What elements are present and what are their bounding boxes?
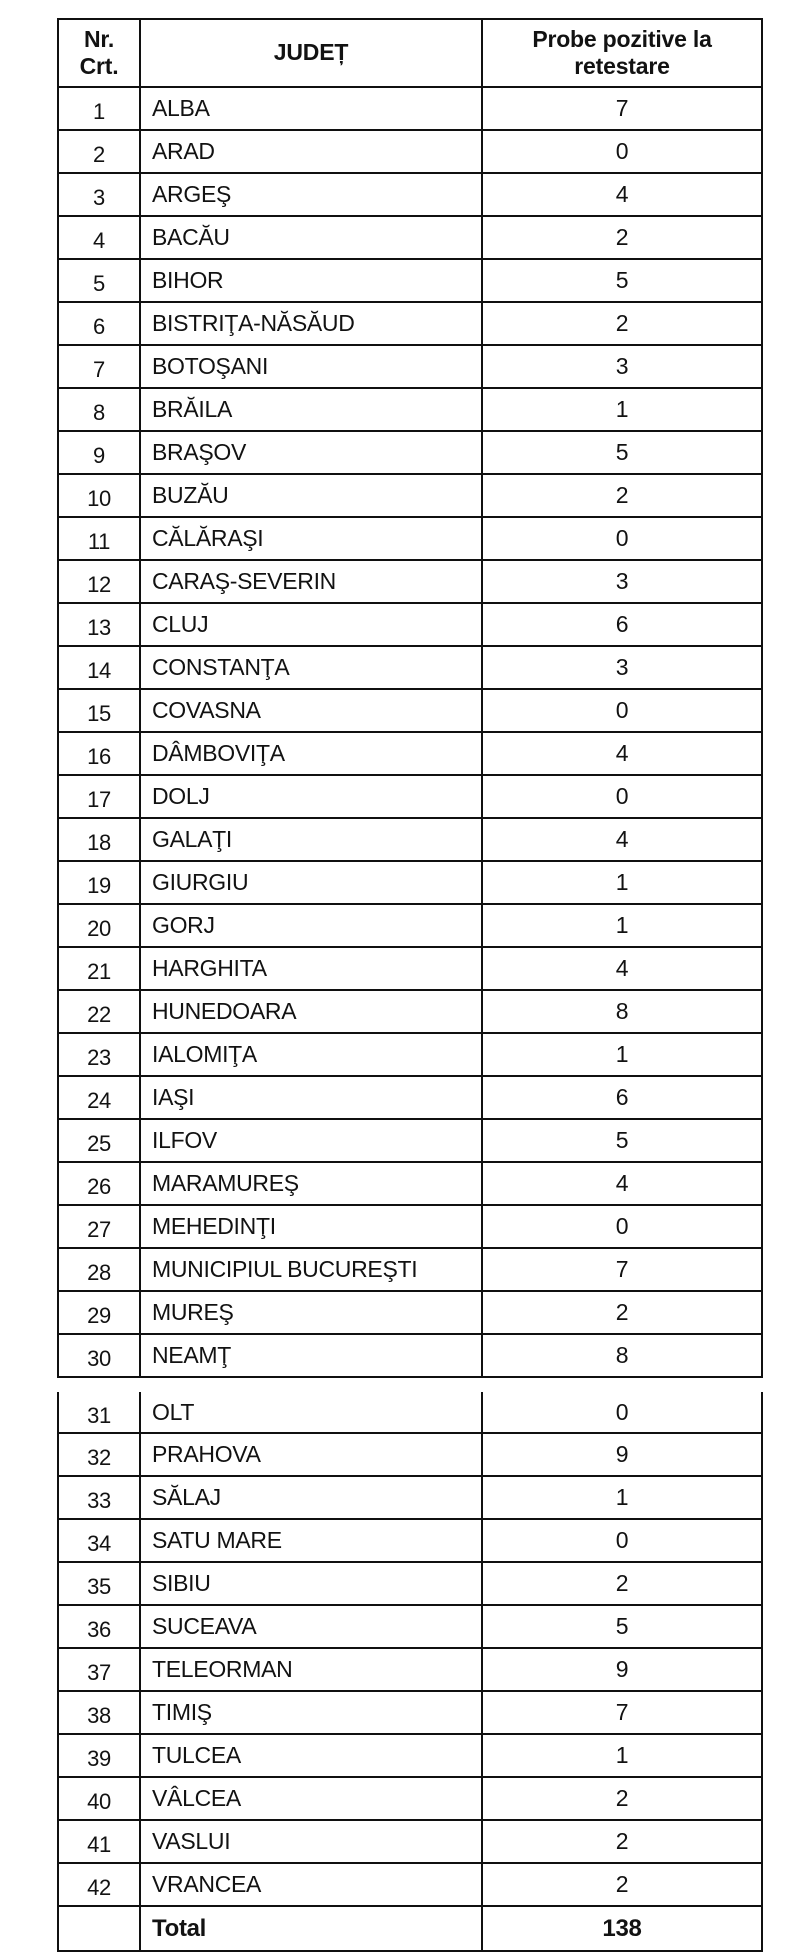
table-row bbox=[58, 990, 762, 1033]
county-name-cell: MEHEDINŢI bbox=[140, 1205, 482, 1248]
county-name-cell: SĂLAJ bbox=[140, 1476, 482, 1519]
table-row bbox=[58, 1734, 762, 1777]
table-row bbox=[58, 517, 762, 560]
county-name-cell: NEAMŢ bbox=[140, 1334, 482, 1377]
table-row bbox=[58, 1777, 762, 1820]
table-row bbox=[58, 1334, 762, 1377]
county-name-cell: DÂMBOVIŢA bbox=[140, 732, 482, 775]
table-row bbox=[58, 474, 762, 517]
probe-value-cell: 3 bbox=[482, 345, 762, 388]
probe-value-cell: 2 bbox=[482, 216, 762, 259]
county-name-cell: IALOMIŢA bbox=[140, 1033, 482, 1076]
row-number-cell: 6 bbox=[58, 302, 140, 345]
row-number-cell: 37 bbox=[58, 1648, 140, 1691]
probe-value-cell: 9 bbox=[482, 1433, 762, 1476]
probe-value-cell: 0 bbox=[482, 517, 762, 560]
county-name-cell: VASLUI bbox=[140, 1820, 482, 1863]
probe-value-cell: 6 bbox=[482, 1076, 762, 1119]
county-name-cell: TELEORMAN bbox=[140, 1648, 482, 1691]
county-name-cell: ARGEŞ bbox=[140, 173, 482, 216]
row-number-cell: 22 bbox=[58, 990, 140, 1033]
table-row bbox=[58, 775, 762, 818]
table-row bbox=[58, 302, 762, 345]
table-section-1 bbox=[57, 18, 763, 1378]
county-name-cell: BISTRIŢA-NĂSĂUD bbox=[140, 302, 482, 345]
table-row bbox=[58, 646, 762, 689]
probe-value-cell: 1 bbox=[482, 904, 762, 947]
county-name-cell: TIMIŞ bbox=[140, 1691, 482, 1734]
probe-value-cell: 5 bbox=[482, 1119, 762, 1162]
table-row bbox=[58, 216, 762, 259]
probe-value-cell: 2 bbox=[482, 1863, 762, 1906]
header-nr-line1: Nr. bbox=[83, 25, 115, 52]
table-row bbox=[58, 1605, 762, 1648]
probe-value-cell: 2 bbox=[482, 1777, 762, 1820]
table-row bbox=[58, 1863, 762, 1906]
table-row bbox=[58, 259, 762, 302]
probe-value-cell: 2 bbox=[482, 302, 762, 345]
table-row bbox=[58, 388, 762, 431]
row-number-cell: 19 bbox=[58, 861, 140, 904]
row-number-cell: 17 bbox=[58, 775, 140, 818]
row-number-cell: 23 bbox=[58, 1033, 140, 1076]
table-row bbox=[58, 345, 762, 388]
county-name-cell: MUREŞ bbox=[140, 1291, 482, 1334]
row-number-cell: 28 bbox=[58, 1248, 140, 1291]
county-name-cell: BACĂU bbox=[140, 216, 482, 259]
row-number-cell: 32 bbox=[58, 1433, 140, 1476]
probe-value-cell: 7 bbox=[482, 1691, 762, 1734]
probe-value-cell: 1 bbox=[482, 1734, 762, 1777]
row-number-cell: 15 bbox=[58, 689, 140, 732]
county-name-cell: MUNICIPIUL BUCUREŞTI bbox=[140, 1248, 482, 1291]
table-row bbox=[58, 689, 762, 732]
probe-value-cell: 5 bbox=[482, 1605, 762, 1648]
header-probe-pozitive: Probe pozitive la retestare bbox=[482, 19, 762, 87]
probe-value-cell: 3 bbox=[482, 646, 762, 689]
total-row bbox=[58, 1906, 762, 1951]
probe-value-cell: 2 bbox=[482, 1291, 762, 1334]
probe-value-cell: 1 bbox=[482, 861, 762, 904]
row-number-cell: 26 bbox=[58, 1162, 140, 1205]
probe-value-cell: 1 bbox=[482, 1033, 762, 1076]
table-row bbox=[58, 1433, 762, 1476]
probe-value-cell: 0 bbox=[482, 130, 762, 173]
probe-value-cell: 0 bbox=[482, 689, 762, 732]
table-row bbox=[58, 818, 762, 861]
row-number-cell: 27 bbox=[58, 1205, 140, 1248]
row-number-cell: 41 bbox=[58, 1820, 140, 1863]
row-number-cell: 35 bbox=[58, 1562, 140, 1605]
table-row bbox=[58, 1820, 762, 1863]
row-number-cell: 3 bbox=[58, 173, 140, 216]
row-number-cell: 7 bbox=[58, 345, 140, 388]
row-number-cell: 18 bbox=[58, 818, 140, 861]
table-row bbox=[58, 904, 762, 947]
probe-value-cell: 4 bbox=[482, 818, 762, 861]
county-name-cell: BUZĂU bbox=[140, 474, 482, 517]
probe-value-cell: 2 bbox=[482, 1820, 762, 1863]
counties-retest-table bbox=[57, 18, 763, 1952]
probe-value-cell: 2 bbox=[482, 474, 762, 517]
county-name-cell: OLT bbox=[140, 1392, 482, 1433]
table-row bbox=[58, 1076, 762, 1119]
header-nr-crt bbox=[58, 19, 140, 87]
county-name-cell: BRAŞOV bbox=[140, 431, 482, 474]
county-name-cell: SATU MARE bbox=[140, 1519, 482, 1562]
probe-value-cell: 0 bbox=[482, 1519, 762, 1562]
probe-value-cell: 2 bbox=[482, 1562, 762, 1605]
row-number-cell: 25 bbox=[58, 1119, 140, 1162]
row-number-cell: 14 bbox=[58, 646, 140, 689]
row-number-cell: 20 bbox=[58, 904, 140, 947]
row-number-cell: 13 bbox=[58, 603, 140, 646]
county-name-cell: ILFOV bbox=[140, 1119, 482, 1162]
county-name-cell: BOTOŞANI bbox=[140, 345, 482, 388]
probe-value-cell: 8 bbox=[482, 990, 762, 1033]
county-name-cell: GALAŢI bbox=[140, 818, 482, 861]
row-number-cell: 34 bbox=[58, 1519, 140, 1562]
row-number-cell: 12 bbox=[58, 560, 140, 603]
probe-value-cell: 0 bbox=[482, 775, 762, 818]
table-row bbox=[58, 1691, 762, 1734]
probe-value-cell: 4 bbox=[482, 947, 762, 990]
table-section-2 bbox=[57, 1392, 763, 1952]
row-number-cell: 42 bbox=[58, 1863, 140, 1906]
county-name-cell: SUCEAVA bbox=[140, 1605, 482, 1648]
probe-value-cell: 5 bbox=[482, 259, 762, 302]
probe-value-cell: 4 bbox=[482, 732, 762, 775]
total-label: Total bbox=[140, 1906, 482, 1951]
county-name-cell: HUNEDOARA bbox=[140, 990, 482, 1033]
probe-value-cell: 4 bbox=[482, 1162, 762, 1205]
row-number-cell: 4 bbox=[58, 216, 140, 259]
probe-value-cell: 7 bbox=[482, 1248, 762, 1291]
table-row bbox=[58, 732, 762, 775]
county-name-cell: ALBA bbox=[140, 87, 482, 130]
county-name-cell: BIHOR bbox=[140, 259, 482, 302]
table-row bbox=[58, 87, 762, 130]
county-name-cell: CARAŞ-SEVERIN bbox=[140, 560, 482, 603]
county-name-cell: HARGHITA bbox=[140, 947, 482, 990]
row-number-cell: 31 bbox=[58, 1392, 140, 1433]
row-number-cell: 29 bbox=[58, 1291, 140, 1334]
row-number-cell: 9 bbox=[58, 431, 140, 474]
county-name-cell: SIBIU bbox=[140, 1562, 482, 1605]
table-row bbox=[58, 1392, 762, 1433]
row-number-cell: 11 bbox=[58, 517, 140, 560]
header-judet: JUDEȚ bbox=[140, 19, 482, 87]
table-header-row bbox=[58, 19, 762, 87]
table-row bbox=[58, 130, 762, 173]
probe-value-cell: 1 bbox=[482, 1476, 762, 1519]
county-name-cell: CĂLĂRAŞI bbox=[140, 517, 482, 560]
row-number-cell: 38 bbox=[58, 1691, 140, 1734]
probe-value-cell: 8 bbox=[482, 1334, 762, 1377]
table-row bbox=[58, 1248, 762, 1291]
table-row bbox=[58, 173, 762, 216]
probe-value-cell: 5 bbox=[482, 431, 762, 474]
county-name-cell: BRĂILA bbox=[140, 388, 482, 431]
county-name-cell: GIURGIU bbox=[140, 861, 482, 904]
county-name-cell: CONSTANŢA bbox=[140, 646, 482, 689]
table-row bbox=[58, 560, 762, 603]
total-value: 138 bbox=[482, 1906, 762, 1951]
table-row bbox=[58, 1562, 762, 1605]
table-row bbox=[58, 1648, 762, 1691]
probe-value-cell: 4 bbox=[482, 173, 762, 216]
county-name-cell: IAŞI bbox=[140, 1076, 482, 1119]
table-row bbox=[58, 1205, 762, 1248]
row-number-cell: 24 bbox=[58, 1076, 140, 1119]
header-nr-line2: Crt. bbox=[79, 53, 119, 79]
county-name-cell: COVASNA bbox=[140, 689, 482, 732]
table-row bbox=[58, 1033, 762, 1076]
county-name-cell: TULCEA bbox=[140, 1734, 482, 1777]
table-row bbox=[58, 603, 762, 646]
row-number-cell: 1 bbox=[58, 87, 140, 130]
row-number-cell: 5 bbox=[58, 259, 140, 302]
probe-value-cell: 0 bbox=[482, 1392, 762, 1433]
table-row bbox=[58, 947, 762, 990]
probe-value-cell: 0 bbox=[482, 1205, 762, 1248]
table-row bbox=[58, 1519, 762, 1562]
probe-value-cell: 9 bbox=[482, 1648, 762, 1691]
table-row bbox=[58, 1291, 762, 1334]
county-name-cell: CLUJ bbox=[140, 603, 482, 646]
row-number-cell: 10 bbox=[58, 474, 140, 517]
row-number-cell: 8 bbox=[58, 388, 140, 431]
county-name-cell: VRANCEA bbox=[140, 1863, 482, 1906]
table-row bbox=[58, 1162, 762, 1205]
county-name-cell: DOLJ bbox=[140, 775, 482, 818]
county-name-cell: PRAHOVA bbox=[140, 1433, 482, 1476]
probe-value-cell: 7 bbox=[482, 87, 762, 130]
county-name-cell: VÂLCEA bbox=[140, 1777, 482, 1820]
table-row bbox=[58, 861, 762, 904]
row-number-cell: 16 bbox=[58, 732, 140, 775]
probe-value-cell: 1 bbox=[482, 388, 762, 431]
probe-value-cell: 3 bbox=[482, 560, 762, 603]
county-name-cell: ARAD bbox=[140, 130, 482, 173]
row-number-cell: 39 bbox=[58, 1734, 140, 1777]
table-row bbox=[58, 1119, 762, 1162]
row-number-cell: 21 bbox=[58, 947, 140, 990]
county-name-cell: GORJ bbox=[140, 904, 482, 947]
row-number-cell: 33 bbox=[58, 1476, 140, 1519]
row-number-cell: 30 bbox=[58, 1334, 140, 1377]
row-number-cell: 40 bbox=[58, 1777, 140, 1820]
row-number-cell: 36 bbox=[58, 1605, 140, 1648]
county-name-cell: MARAMUREŞ bbox=[140, 1162, 482, 1205]
probe-value-cell: 6 bbox=[482, 603, 762, 646]
table-row bbox=[58, 1476, 762, 1519]
row-number-cell: 2 bbox=[58, 130, 140, 173]
total-empty-cell bbox=[58, 1906, 140, 1951]
table-row bbox=[58, 431, 762, 474]
